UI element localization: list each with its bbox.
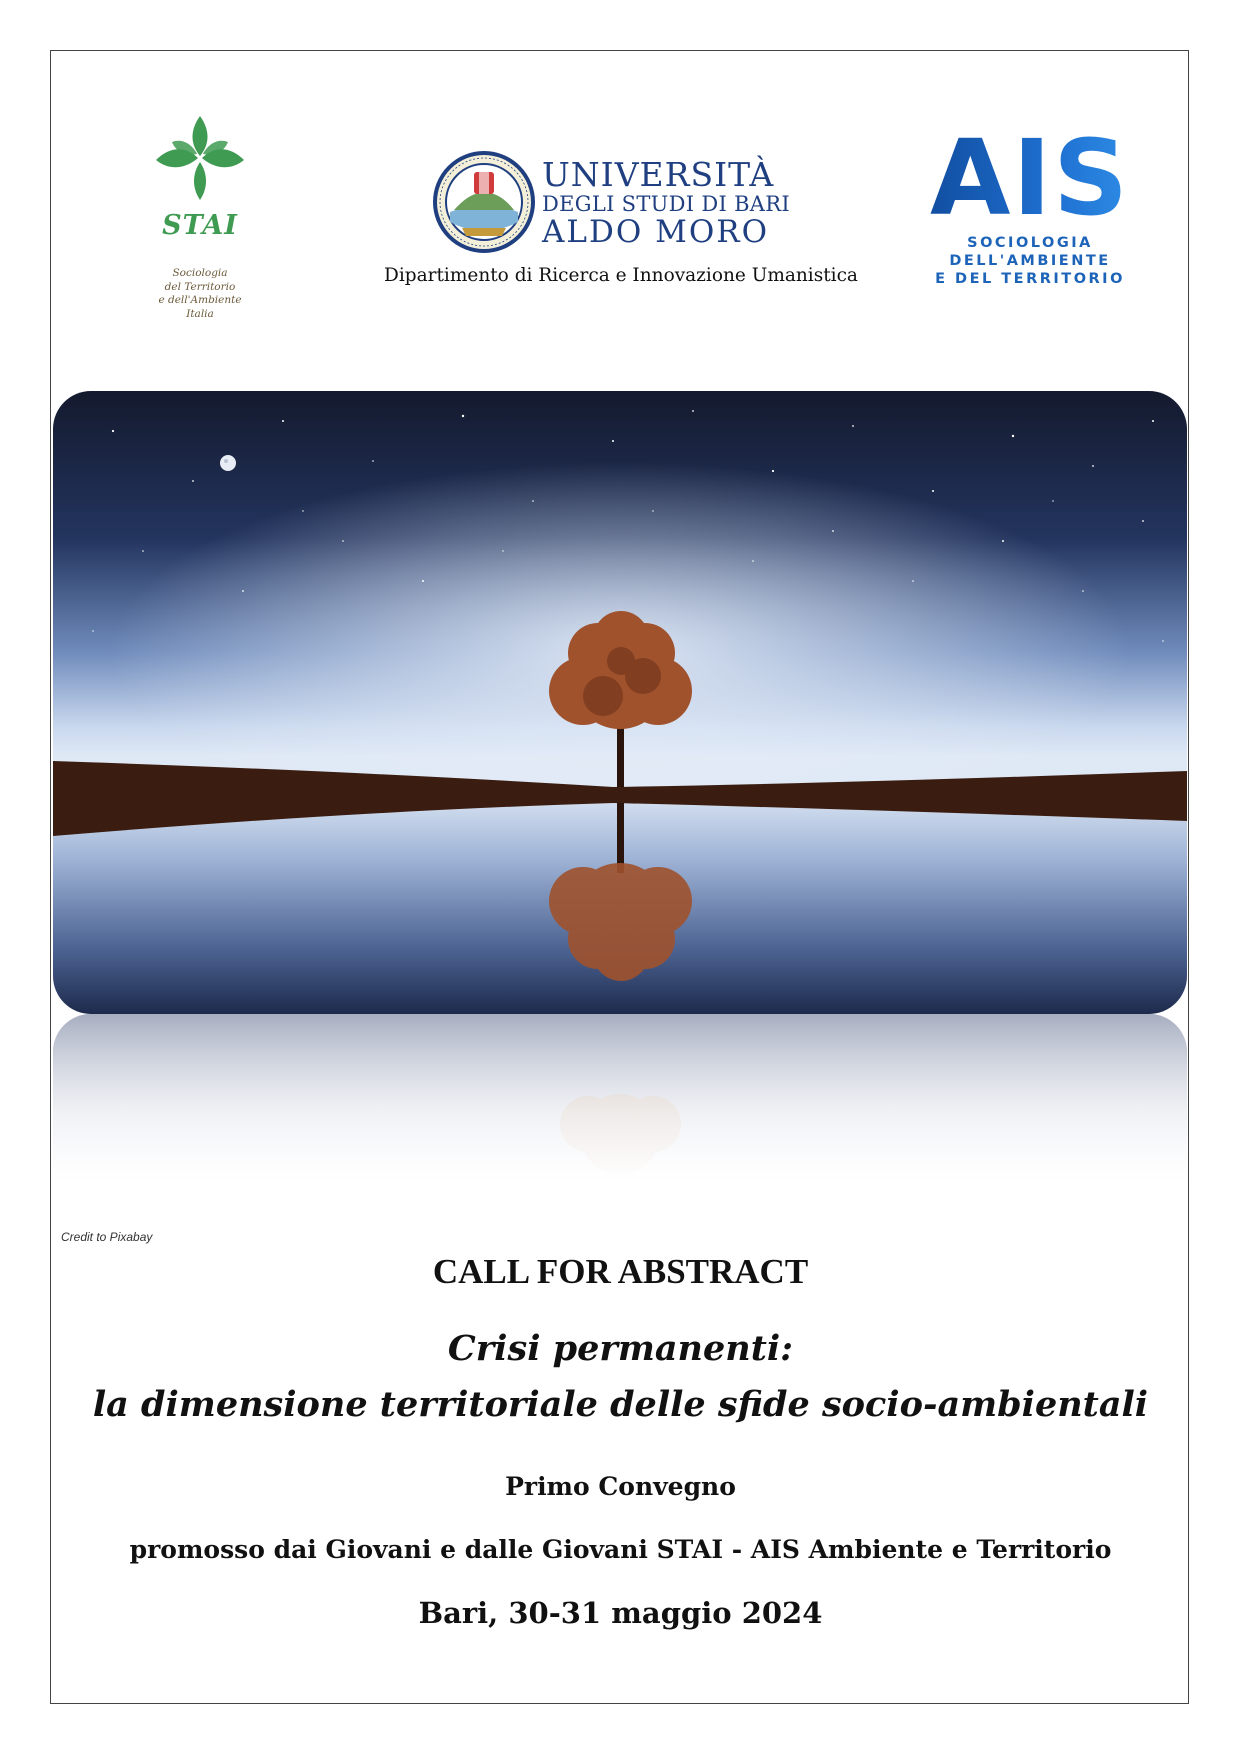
hero-image: [53, 391, 1187, 1014]
call-heading: CALL FOR ABSTRACT: [432, 1252, 809, 1291]
hero-reflection: [53, 1014, 1187, 1184]
ais-logo: [925, 117, 1135, 288]
stai-logo: [140, 112, 260, 321]
promoter-text: promosso dai Giovani e dalle Giovani STAI - AIS Ambiente e Territorio: [129, 1535, 1112, 1564]
leaf-flower-icon: [150, 112, 250, 204]
title-line2: la dimensione territoriale delle sfide socio-ambientali: [92, 1384, 1149, 1425]
stai-subtitle: Sociologia del Territorio e dell'Ambiente Italia: [158, 267, 242, 320]
title-line1: Crisi permanenti:: [447, 1328, 794, 1369]
university-name-line2: DEGLI STUDI DI BARI: [542, 192, 790, 216]
university-name-line3: ALDO MORO: [542, 214, 770, 250]
university-logo: [432, 150, 792, 260]
event-label: Primo Convegno: [505, 1472, 736, 1501]
university-name-line1: UNIVERSITÀ: [542, 155, 775, 194]
department-name: Dipartimento di Ricerca e Innovazione Umanistica: [384, 265, 858, 286]
event-date: Bari, 30-31 maggio 2024: [418, 1596, 823, 1630]
ais-mark: AIS: [925, 126, 1135, 230]
image-credit: Credit to Pixabay: [61, 1230, 153, 1244]
ais-subtitle: SOCIOLOGIA DELL'AMBIENTE E DEL TERRITORIO: [935, 235, 1125, 287]
stai-name: STAI: [162, 210, 238, 241]
university-seal-icon: [432, 150, 536, 254]
